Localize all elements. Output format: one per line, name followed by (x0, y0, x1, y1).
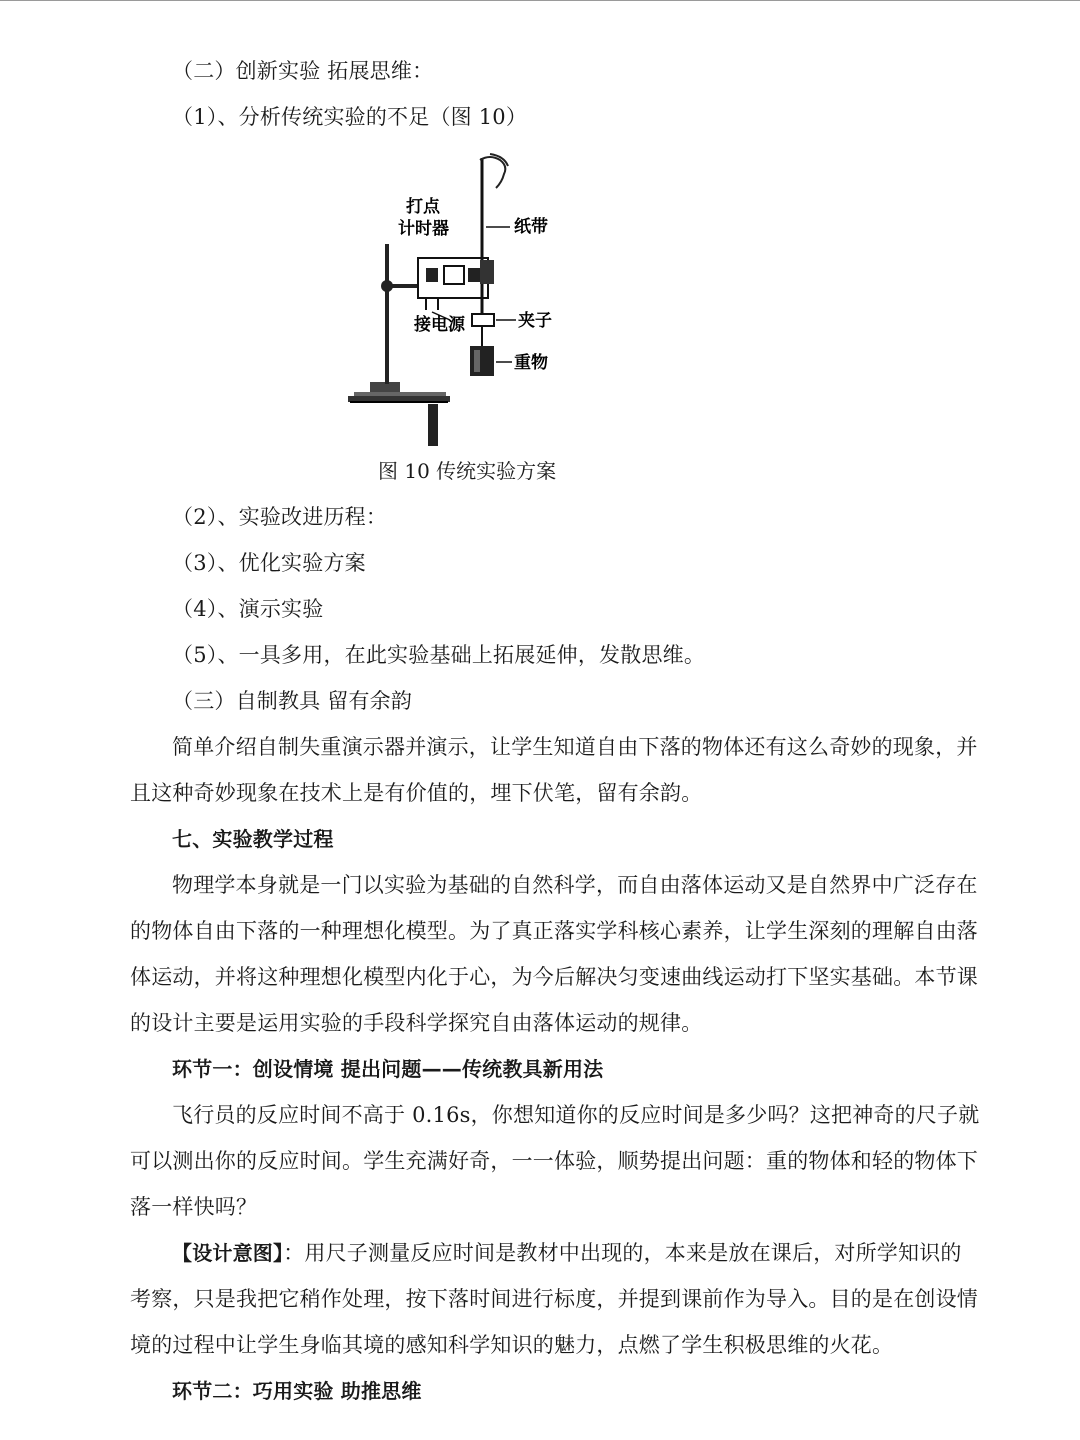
paragraph-2-line-1: 物理学本身就是一门以实验为基础的自然科学，而自由落体运动又是自然界中广泛存在 (172, 873, 978, 897)
figure-caption: 图 10 传统实验方案 (378, 459, 557, 483)
section-2-title: （二）创新实验 拓展思维： (172, 59, 434, 83)
label-timer-line1: 打点 (406, 197, 440, 217)
weight (470, 346, 494, 376)
paragraph-4-line-3: 境的过程中让学生身临其境的感知科学知识的魅力，点燃了学生积极思维的火花。 (130, 1333, 894, 1357)
label-tape: 纸带 (514, 217, 548, 237)
list-item-4: （4）、演示实验 (172, 597, 324, 621)
list-item-3: （3）、优化实验方案 (172, 551, 366, 575)
list-item-1: （1）、分析传统实验的不足（图 10） (172, 105, 528, 129)
paragraph-3-line-2: 可以测出你的反应时间。学生充满好奇，一一体验，顺势提出问题：重的物体和轻的物体下 (130, 1149, 978, 1173)
paragraph-4-line-2: 考察，只是我把它稍作处理，按下落时间进行标度，并提到课前作为导入。目的是在创设情 (130, 1287, 978, 1311)
table-leg (428, 404, 438, 446)
figure-10-apparatus (340, 150, 580, 450)
paragraph-1-line-2: 且这种奇妙现象在技术上是有价值的，埋下伏笔，留有余韵。 (130, 781, 703, 805)
list-item-2: （2）、实验改进历程： (172, 505, 388, 529)
step-1-title: 环节一：创设情境 提出问题——传统教具新用法 (172, 1057, 604, 1081)
apparatus-diagram-icon (340, 150, 580, 450)
section-7-title: 七、实验教学过程 (172, 827, 334, 851)
paragraph-2-line-2: 的物体自由下落的一种理想化模型。为了真正落实学科核心素养，让学生深刻的理解自由落 (130, 919, 978, 943)
label-timer-line2: 计时器 (398, 219, 449, 239)
paragraph-2-line-3: 体运动，并将这种理想化模型内化于心，为今后解决匀变速曲线运动打下坚实基础。本节课 (130, 965, 978, 989)
list-item-5: （5）、一具多用，在此实验基础上拓展延伸，发散思维。 (172, 643, 706, 667)
top-border-line (0, 0, 1080, 1)
step-2-title: 环节二：巧用实验 助推思维 (172, 1379, 422, 1403)
paragraph-4-line-1-text: ：用尺子测量反应时间是教材中出现的，本来是放在课后，对所学知识的 (283, 1241, 962, 1265)
label-weight: 重物 (514, 353, 548, 373)
paragraph-3-line-3: 落一样快吗？ (130, 1195, 258, 1219)
label-clip: 夹子 (518, 311, 552, 331)
paragraph-3-line-1: 飞行员的反应时间不高于 0.16s，你想知道你的反应时间是多少吗？这把神奇的尺子就 (172, 1103, 980, 1127)
section-3-title: （三）自制教具 留有余韵 (172, 689, 413, 713)
clip (472, 314, 494, 326)
design-intent-label: 【设计意图】 (172, 1241, 284, 1265)
label-power: 接电源 (414, 315, 465, 335)
paragraph-1-line-1: 简单介绍自制失重演示器并演示，让学生知道自由下落的物体还有这么奇妙的现象，并 (172, 735, 978, 759)
paragraph-2-line-4: 的设计主要是运用实验的手段科学探究自由落体运动的规律。 (130, 1011, 703, 1035)
paragraph-4-line-1 (172, 1238, 992, 1268)
